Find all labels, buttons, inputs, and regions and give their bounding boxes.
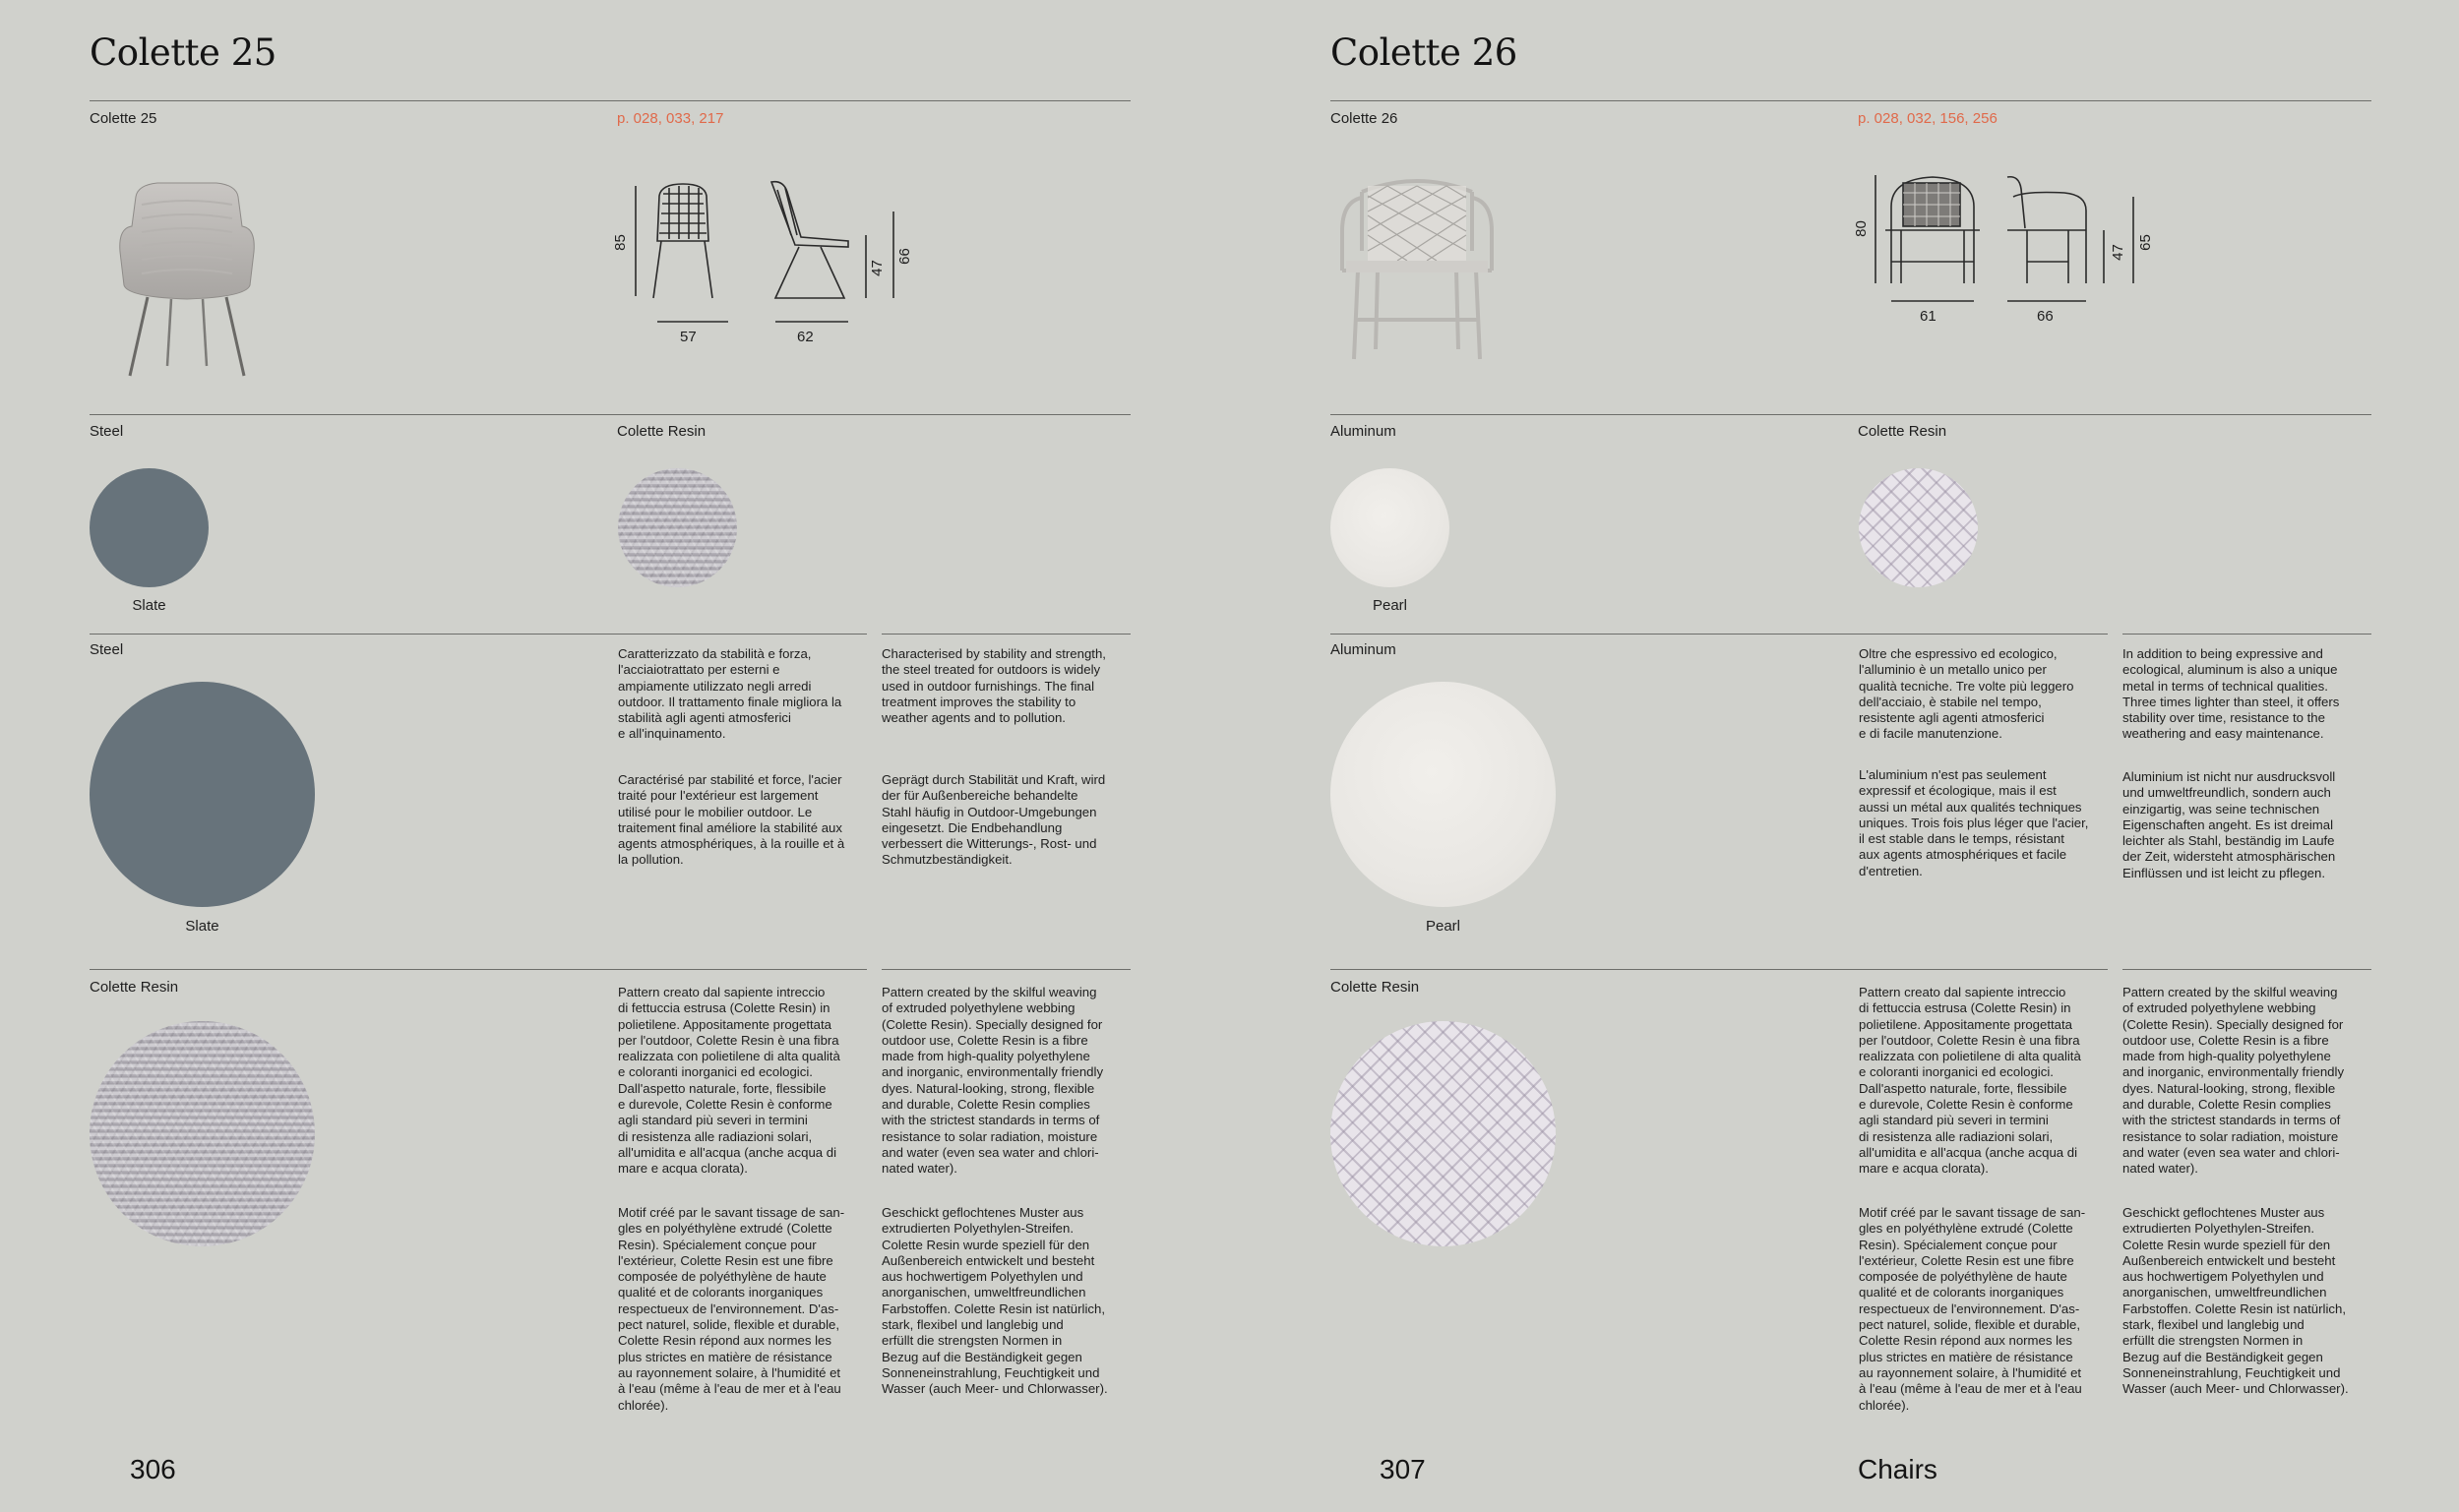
divider — [882, 634, 1131, 635]
resin-swatch — [1859, 468, 1978, 587]
dimension-height: 85 — [611, 234, 629, 251]
divider — [2122, 634, 2371, 635]
slate-swatch-large — [90, 682, 315, 907]
resin-description-de: Geschickt geflochtenes Muster aus extrudierten Polyethylen-Streifen. Colette Resin wurde speziell für den Außenbereich entwickelt und besteht aus hochwertigem Polyethylen und anorganischen, umweltfreundlichen Farbstoffen. Colette Resin ist natürlich, stark, flexibel und langlebig und erfüllt die strengsten Normen in Bezug auf die Beständigkeit gegen Sonneneinstrahlung, Feuchtigkeit und Wasser (auch Meer- und Chlorwasser). — [2122, 1205, 2349, 1397]
product-label: Colette 25 — [90, 110, 157, 127]
dimension-arm-height: 66 — [895, 248, 913, 265]
page-number: 306 — [130, 1454, 176, 1484]
resin-swatch-large — [1330, 1021, 1556, 1246]
dimension-drawing — [618, 172, 933, 349]
dimension-depth: 62 — [797, 329, 814, 345]
frame-description-it: Caratterizzato da stabilità e forza, l'acciaiotrattato per esterni e ampiamente utilizzato negli arredi outdoor. Il trattamento finale migliora la stabilità agli agenti atmosferici e all'inquinamento. — [618, 646, 842, 742]
resin-swatch-large — [90, 1021, 315, 1246]
frame-finish-label: Slate — [185, 918, 219, 935]
dimension-height: 80 — [1852, 220, 1870, 237]
frame-section-label: Steel — [90, 641, 124, 658]
divider — [2122, 969, 2371, 970]
frame-description-en: In addition to being expressive and ecological, aluminum is also a unique metal in terms of technical qualities. Three times lighter than steel, it offers stability over time, resistance to the weathering and easy maintenance. — [2122, 646, 2340, 742]
resin-description-fr: Motif créé par le savant tissage de san- gles en polyéthylène extrudé (Colette Resin). Spécialement conçue pour l'extérieur, Colette Resin est une fibre composée de polyéthylène de haute qualité et de colorants inorganiques respectueux de l'environnement. D'as- pect naturel, solide, flexible et durable, Colette Resin répond aux normes les plus strictes en matière de résistance au rayonnement solaire, à l'humidité et à l'eau (même à l'eau de mer et à l'eau chlorée). — [618, 1205, 845, 1413]
divider — [882, 969, 1131, 970]
frame-description-fr: L'aluminium n'est pas seulement expressif et écologique, mais il est aussi un métal aux qualités techniques uniques. Trois fois plus léger que l'acier, il est stable dans le temps, résistant aux agents atmosphériques et facile d'entretien. — [1859, 767, 2089, 878]
dimension-seat-height: 47 — [868, 260, 886, 276]
frame-description-fr: Caractérisé par stabilité et force, l'acier traité pour l'extérieur est largement utilisé pour le mobilier outdoor. Le traitement final améliore la stabilité aux agents atmosphériques, à la rouille et à la pollution. — [618, 772, 845, 868]
section-name: Chairs — [1858, 1454, 1937, 1484]
dimension-width: 57 — [680, 329, 697, 345]
dimension-arm-height: 65 — [2136, 234, 2154, 251]
pearl-swatch-large — [1330, 682, 1556, 907]
resin-description-en: Pattern created by the skilful weaving of extruded polyethylene webbing (Colette Resin). Specially designed for outdoor use, Colette Resin is a fibre made from high-quality polyethylene and inorganic, environmentally friendly dyes. Natural-looking, strong, flexible and durable, Colette Resin complies with the strictest standards in terms of resistance to solar radiation, moisture and water (even sea water and chlori- nated water). — [2122, 985, 2345, 1177]
dimension-width: 61 — [1920, 308, 1936, 325]
page-title: Colette 25 — [90, 31, 277, 74]
divider — [1330, 414, 2371, 415]
product-label: Colette 26 — [1330, 110, 1398, 127]
divider — [90, 100, 1131, 101]
resin-swatch — [618, 468, 737, 587]
divider — [90, 634, 867, 635]
frame-description-de: Geprägt durch Stabilität und Kraft, wird der für Außenbereiche behandelte Stahl häufig in Outdoor-Umgebungen eingesetzt. Die Endbehandlung verbessert die Witterungs-, Rost- und Schmutzbeständigkeit. — [882, 772, 1106, 868]
frame-section-label: Aluminum — [1330, 641, 1396, 658]
divider — [1330, 634, 2108, 635]
frame-description-en: Characterised by stability and strength, the steel treated for outdoors is widely used in outdoor furnishings. The final treatment improves the stability to weather agents and to pollution. — [882, 646, 1106, 726]
frame-finish-label: Pearl — [1425, 918, 1461, 935]
page-references: p. 028, 032, 156, 256 — [1858, 110, 1998, 127]
frame-description-it: Oltre che espressivo ed ecologico, l'alluminio è un metallo unico per qualità tecniche. Tre volte più leggero dell'acciaio, è stabile nel tempo, resistente agli agenti atmosferici e di facile manutenzione. — [1859, 646, 2074, 742]
dimension-depth: 66 — [2037, 308, 2054, 325]
page-number: 307 — [1380, 1454, 1426, 1484]
frame-finish-label: Pearl — [1372, 597, 1408, 614]
resin-description-fr: Motif créé par le savant tissage de san- gles en polyéthylène extrudé (Colette Resin). Spécialement conçue pour l'extérieur, Colette Resin est une fibre composée de polyéthylène de haute qualité et de colorants inorganiques respectueux de l'environnement. D'as- pect naturel, solide, flexible et durable, Colette Resin répond aux normes les plus strictes en matière de résistance au rayonnement solaire, à l'humidité et à l'eau (même à l'eau de mer et à l'eau chlorée). — [1859, 1205, 2086, 1413]
chair-photo — [98, 157, 276, 393]
divider — [90, 969, 867, 970]
divider — [1330, 100, 2371, 101]
chair-photo — [1328, 162, 1506, 369]
resin-description-it: Pattern creato dal sapiente intreccio di fettuccia estrusa (Colette Resin) in polietilene. Appositamente progettata per l'outdoor, Colette Resin è una fibra realizzata con polietilene di alta qualità e coloranti inorganici ed ecologici. Dall'aspetto naturale, forte, flessibile e durevole, Colette Resin è conforme agli standard più severi in termini di resistenza alle radiazioni solari, all'umidita e all'acqua (anche acqua di mare e acqua clorata). — [1859, 985, 2081, 1177]
page-references: p. 028, 033, 217 — [617, 110, 724, 127]
resin-description-it: Pattern creato dal sapiente intreccio di fettuccia estrusa (Colette Resin) in polietilene. Appositamente progettata per l'outdoor, Colette Resin è una fibra realizzata con polietilene di alta qualità e coloranti inorganici ed ecologici. Dall'aspetto naturale, forte, flessibile e durevole, Colette Resin è conforme agli standard più severi in termini di resistenza alle radiazioni solari, all'umidita e all'acqua (anche acqua di mare e acqua clorata). — [618, 985, 840, 1177]
resin-description-en: Pattern created by the skilful weaving of extruded polyethylene webbing (Colette Resin). Specially designed for outdoor use, Colette Resin is a fibre made from high-quality polyethylene and inorganic, environmentally friendly dyes. Natural-looking, strong, flexible and durable, Colette Resin complies with the strictest standards in terms of resistance to solar radiation, moisture and water (even sea water and chlori- nated water). — [882, 985, 1104, 1177]
divider — [1330, 969, 2108, 970]
resin-description-de: Geschickt geflochtenes Muster aus extrudierten Polyethylen-Streifen. Colette Resin wurde speziell für den Außenbereich entwickelt und besteht aus hochwertigem Polyethylen und anorganischen, umweltfreundlichen Farbstoffen. Colette Resin ist natürlich, stark, flexibel und langlebig und erfüllt die strengsten Normen in Bezug auf die Beständigkeit gegen Sonneneinstrahlung, Feuchtigkeit und Wasser (auch Meer- und Chlorwasser). — [882, 1205, 1108, 1397]
dimension-seat-height: 47 — [2109, 244, 2126, 261]
frame-description-de: Aluminium ist nicht nur ausdrucksvoll und umweltfreundlich, sondern auch einzigartig, was seine technischen Eigenschaften angeht. Es ist dreimal leichter als Stahl, beständig im Laufe der Zeit, widersteht atmosphärischen Einflüssen und ist leicht zu pflegen. — [2122, 769, 2336, 880]
weave-material-label: Colette Resin — [1858, 423, 1947, 440]
frame-finish-label: Slate — [132, 597, 166, 614]
pearl-swatch — [1330, 468, 1449, 587]
page-title: Colette 26 — [1330, 31, 1517, 74]
frame-material-label: Aluminum — [1330, 423, 1396, 440]
slate-swatch — [90, 468, 209, 587]
resin-section-label: Colette Resin — [90, 979, 179, 996]
weave-material-label: Colette Resin — [617, 423, 707, 440]
frame-material-label: Steel — [90, 423, 124, 440]
resin-section-label: Colette Resin — [1330, 979, 1420, 996]
divider — [90, 414, 1131, 415]
